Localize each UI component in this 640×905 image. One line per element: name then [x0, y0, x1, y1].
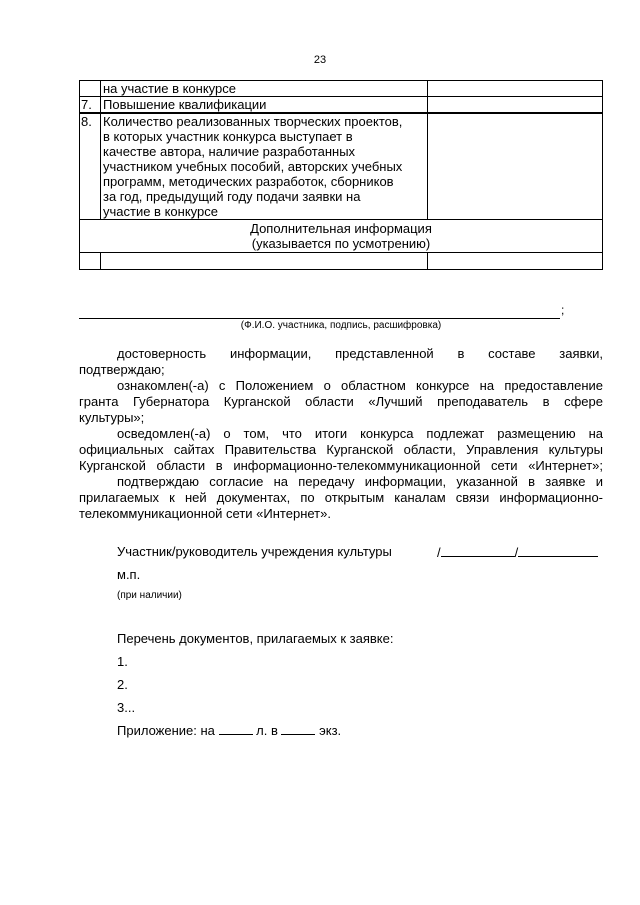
table-row [80, 81, 603, 97]
documents-title: Перечень документов, прилагаемых к заявке: [117, 631, 394, 646]
row-label: Количество реализованных творческих проектов, в которых участник конкурса выступает в качестве автора, наличие разработанных участником учебных пособий, авторских учебных программ, методических разработок, сборников за год, предыдущий году подачи заявки на участие в конкурсе [101, 113, 428, 220]
row-number: 7. [80, 97, 101, 114]
signature-colon: ; [561, 303, 565, 317]
table-row-header [80, 220, 603, 253]
paragraph-acquainted-line1: ознакомлен(-а) с Положением о областном конкурсе на предоставление [117, 378, 603, 393]
attachment-line: Приложение: на л. в экз. [117, 723, 342, 738]
stamp-note: (при наличии) [117, 590, 182, 601]
stamp-label: м.п. [117, 567, 141, 582]
table-value-cell [428, 253, 603, 270]
paragraph-informed-line2: официальных сайтах Правительства Курганской области, Управления культуры [79, 442, 603, 457]
list-item: 1. [117, 654, 128, 669]
additional-info-header: Дополнительная информация (указывается по усмотрению) [80, 220, 603, 253]
signature-line [79, 318, 560, 319]
table-row [80, 97, 603, 114]
signatory-blanks: / / [437, 544, 598, 560]
table-value-cell [428, 113, 603, 220]
signature-caption: (Ф.И.О. участника, подпись, расшифровка) [240, 320, 442, 331]
signatory-label: Участник/руководитель учреждения культуры [117, 544, 392, 559]
paragraph-informed-line1: осведомлен(-а) о том, что итоги конкурса подлежат размещению на [117, 426, 603, 441]
table-value-cell [428, 81, 603, 97]
paragraph-reliability-line2: подтверждаю; [79, 362, 165, 377]
row-label: Повышение квалификации [101, 97, 428, 114]
table-value-cell [428, 97, 603, 114]
table-row [80, 253, 603, 270]
list-item: 2. [117, 677, 128, 692]
application-table [79, 80, 603, 270]
list-item: 3... [117, 700, 136, 715]
page-number: 23 [313, 54, 327, 66]
paragraph-reliability-line1: достоверность информации, представленной в составе заявки, [117, 346, 603, 361]
paragraph-consent-line3: телекоммуникационной сети «Интернет». [79, 506, 331, 521]
paragraph-consent-line2: прилагаемых к ней документах, по открытым каналам связи информационно- [79, 490, 603, 505]
paragraph-consent-line1: подтверждаю согласие на передачу информации, указанной в заявке и [117, 474, 603, 489]
paragraph-acquainted-line3: культуры»; [79, 410, 145, 425]
table-row [80, 113, 603, 220]
row-number: 8. [80, 113, 101, 220]
paragraph-acquainted-line2: гранта Губернатора Курганской области «Лучший преподаватель в сфере [79, 394, 603, 409]
paragraph-informed-line3: Курганской области в информационно-телекоммуникационной сети «Интернет»; [79, 458, 603, 473]
table-cell-continuation: на участие в конкурсе [101, 81, 428, 97]
